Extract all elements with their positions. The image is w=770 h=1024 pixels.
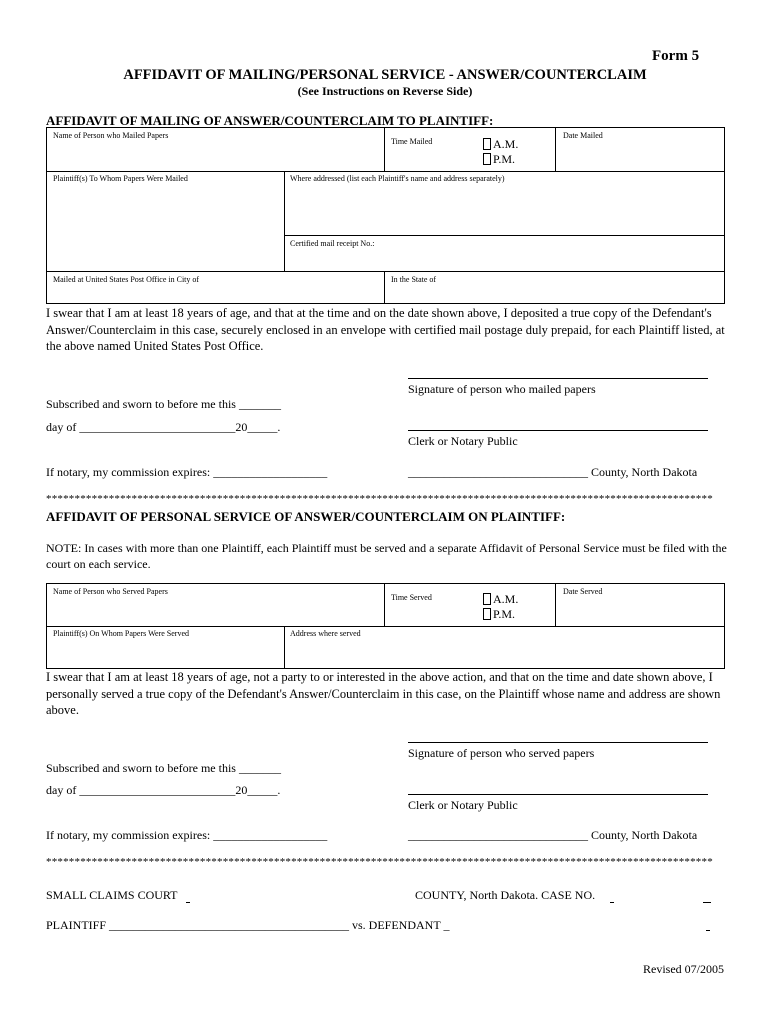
footer-plaintiff[interactable]: PLAINTIFF ________________________________________ vs. DEFENDANT _ — [46, 918, 450, 932]
separator-1: ********************************************************************************************************************* — [46, 493, 713, 505]
certified-receipt-field[interactable]: Certified mail receipt No.: — [290, 239, 375, 248]
pm-checkbox-served[interactable] — [483, 608, 491, 620]
mailing-clerk-label: Clerk or Notary Public — [408, 434, 518, 448]
mailing-commission[interactable]: If notary, my commission expires: ___________________ — [46, 465, 328, 479]
mailing-day-of[interactable]: day of __________________________20_____. — [46, 420, 281, 434]
name-served-field[interactable]: Name of Person who Served Papers — [53, 587, 168, 596]
post-office-city-field[interactable]: Mailed at United States Post Office in City of — [53, 275, 200, 284]
service-clerk-label: Clerk or Notary Public — [408, 798, 518, 812]
footer-revised: Revised 07/2005 — [643, 962, 724, 976]
where-addressed-field[interactable]: Where addressed (list each Plaintiff's name and address separately) — [290, 174, 505, 183]
service-county[interactable]: ______________________________ County, North Dakota — [408, 828, 698, 842]
plaintiffs-mailed-field[interactable]: Plaintiff(s) To Whom Papers Were Mailed — [53, 174, 188, 183]
service-heading: AFFIDAVIT OF PERSONAL SERVICE OF ANSWER/COUNTERCLAIM ON PLAINTIFF: — [46, 509, 566, 524]
service-commission[interactable]: If notary, my commission expires: ___________________ — [46, 828, 328, 842]
service-note: NOTE: In cases with more than one Plaintiff, each Plaintiff must be served and a separate Affidavit of Personal Service must be filed with the court on each service. — [46, 541, 727, 571]
am-option-served[interactable]: A.M. — [483, 592, 518, 607]
service-signature-label: Signature of person who served papers — [408, 746, 595, 760]
service-oath: I swear that I am at least 18 years of age, not a party to or interested in the above action, and that on the time and date shown above, I personally served a true copy of the Defendant's Answer/Counterclaim in this case, on the Plaintiff whose name and address are shown above. — [46, 670, 721, 717]
pm-option-served[interactable]: P.M. — [483, 607, 515, 622]
time-served-field[interactable]: Time Served — [391, 593, 432, 602]
footer-county-case: COUNTY, North Dakota. CASE NO. — [415, 888, 596, 902]
mailing-subscribed[interactable]: Subscribed and sworn to before me this _______ — [46, 397, 281, 411]
am-checkbox-served[interactable] — [483, 593, 491, 605]
page-subtitle: (See Instructions on Reverse Side) — [297, 84, 473, 98]
time-mailed-field[interactable]: Time Mailed — [391, 137, 433, 146]
date-mailed-field[interactable]: Date Mailed — [563, 131, 603, 140]
plaintiffs-served-field[interactable]: Plaintiff(s) On Whom Papers Were Served — [53, 629, 189, 638]
footer-court: SMALL CLAIMS COURT — [46, 888, 178, 902]
mailing-heading: AFFIDAVIT OF MAILING OF ANSWER/COUNTERCLAIM TO PLAINTIFF: — [46, 113, 494, 128]
state-field[interactable]: In the State of — [391, 275, 437, 284]
name-mailed-field[interactable]: Name of Person who Mailed Papers — [53, 131, 169, 140]
mailing-county[interactable]: ______________________________ County, North Dakota — [408, 465, 698, 479]
address-served-field[interactable]: Address where served — [290, 629, 361, 638]
am-checkbox-mailed[interactable] — [483, 138, 491, 150]
am-option-mailed[interactable]: A.M. — [483, 137, 518, 152]
page-title: AFFIDAVIT OF MAILING/PERSONAL SERVICE - ANSWER/COUNTERCLAIM — [123, 67, 647, 83]
mailing-oath: I swear that I am at least 18 years of age, and that at the time and on the date shown above, I deposited a true copy of the Defendant's Answer/Counterclaim in this case, securely enclosed in an envelope with certified mail postage duly prepaid, for each Plaintiff listed, at the above named United States Post Office. — [46, 306, 725, 353]
form-number: Form 5 — [652, 48, 700, 64]
mailing-signature-label: Signature of person who mailed papers — [408, 382, 596, 396]
date-served-field[interactable]: Date Served — [563, 587, 603, 596]
pm-option-mailed[interactable]: P.M. — [483, 152, 515, 167]
service-day-of[interactable]: day of __________________________20_____. — [46, 783, 281, 797]
pm-checkbox-mailed[interactable] — [483, 153, 491, 165]
service-subscribed[interactable]: Subscribed and sworn to before me this _______ — [46, 761, 281, 775]
separator-2: ********************************************************************************************************************* — [46, 856, 713, 868]
